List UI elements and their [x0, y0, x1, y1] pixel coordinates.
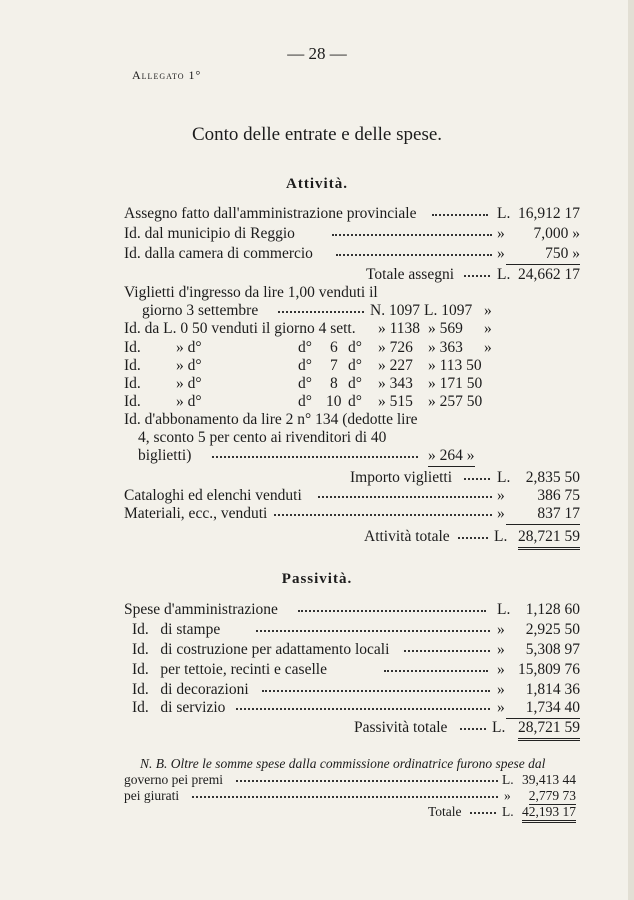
passivita-row-amministrazione	[0, 601, 634, 620]
nota-totale-row	[0, 804, 634, 820]
leader-dots	[404, 650, 490, 652]
row-label: Passività totale	[354, 719, 448, 736]
abbonamento-line1	[0, 411, 634, 430]
attivita-totale-row	[0, 528, 634, 547]
row-label: Importo viglietti	[350, 469, 453, 486]
day: 7	[330, 357, 338, 374]
leader-dots	[336, 254, 492, 256]
row-label: Id. di stampe	[132, 621, 221, 638]
ditto: d°	[348, 393, 362, 410]
nota-giurati-row	[0, 788, 634, 804]
row-label: Totale	[428, 804, 462, 819]
viglietti-row-3-sett	[0, 302, 634, 321]
quantity: » 227	[378, 357, 413, 374]
allegato-label: Allegato 1°	[132, 68, 202, 82]
viglietti-intro-line1	[0, 284, 634, 303]
row-label: 4, sconto 5 per cento ai rivenditori di 40	[138, 429, 387, 446]
amount: 837 17	[506, 505, 580, 525]
leader-dots	[274, 514, 492, 516]
row-label: Id.	[124, 393, 141, 410]
row-label: Id.	[124, 339, 141, 356]
ditto: » d°	[176, 357, 202, 374]
row-label: Id.	[124, 375, 141, 392]
row-label: Id. di costruzione per adattamento locali	[132, 641, 390, 658]
row-label: Id. d'abbonamento da lire 2 n° 134 (dedotte lire	[124, 411, 418, 428]
leader-dots	[262, 690, 490, 692]
passivita-row-decorazioni	[0, 681, 634, 700]
day: 10	[326, 393, 342, 410]
ditto: d°	[348, 339, 362, 356]
abbonamento-line2	[0, 429, 634, 448]
row-label: giorno 3 settembre	[142, 302, 259, 319]
leader-dots	[464, 478, 490, 480]
row-label: Id. di servizio	[132, 699, 226, 716]
attivita-heading: Attività.	[286, 176, 348, 192]
totale-assegni-row	[0, 266, 634, 285]
amount: 2,925 50	[525, 621, 580, 638]
nota-line1	[0, 756, 634, 772]
amount: 28,721 59	[518, 528, 580, 550]
currency: L.	[502, 804, 514, 819]
quantity: » 515	[378, 393, 413, 410]
viglietti-row-4-sett	[0, 320, 634, 339]
ditto-mark: »	[484, 302, 492, 319]
amount: 1,734 40	[506, 699, 580, 719]
amount: 2,835 50	[525, 469, 580, 486]
row-label: Spese d'amministrazione	[124, 601, 278, 618]
ditto: d°	[348, 357, 362, 374]
ditto: d°	[298, 339, 312, 356]
page-number: — 28 —	[287, 44, 347, 63]
quantity: » 1138	[378, 320, 421, 337]
leader-dots	[212, 456, 418, 458]
ditto-mark: »	[484, 339, 492, 356]
leader-dots	[318, 496, 492, 498]
currency: »	[497, 641, 505, 658]
ditto: d°	[298, 375, 312, 392]
currency: »	[497, 681, 505, 698]
amount: 5,308 97	[525, 641, 580, 658]
quantity: » 726	[378, 339, 413, 356]
leader-dots	[236, 708, 490, 710]
amount: 386 75	[537, 487, 580, 504]
row-label: Materiali, ecc., venduti	[124, 505, 268, 522]
leader-dots	[460, 728, 486, 730]
amount: 2,779 73	[528, 788, 576, 803]
assegno-row-provinciale	[0, 205, 634, 224]
importo-viglietti-row	[0, 469, 634, 488]
amount: 16,912 17	[518, 205, 580, 222]
passivita-row-tettoie	[0, 661, 634, 680]
leader-dots	[332, 234, 492, 236]
currency: L.	[494, 528, 508, 545]
ditto: » d°	[176, 375, 202, 392]
abbonamento-line3	[0, 447, 634, 466]
leader-dots	[384, 670, 488, 672]
materiali-row	[0, 505, 634, 524]
amount: 7,000 »	[533, 225, 580, 242]
amount: 24,662 17	[518, 266, 580, 283]
cataloghi-row	[0, 487, 634, 506]
row-label: Id. di decorazioni	[132, 681, 249, 698]
currency: »	[497, 225, 505, 242]
row-label: pei giurati	[124, 788, 180, 803]
leader-dots	[236, 780, 498, 782]
ditto-mark: »	[484, 320, 492, 337]
passivita-row-servizio	[0, 699, 634, 718]
currency: »	[497, 661, 505, 678]
assegno-row-municipio	[0, 225, 634, 244]
row-label: Id. dalla camera di commercio	[124, 245, 313, 262]
leader-dots	[458, 537, 488, 539]
value: » 363	[428, 339, 463, 356]
ditto: d°	[348, 375, 362, 392]
currency: L.	[497, 601, 511, 618]
amount: 15,809 76	[518, 661, 580, 678]
row-label: biglietti)	[138, 447, 192, 464]
day: 6	[330, 339, 338, 356]
leader-dots	[256, 630, 490, 632]
ditto: d°	[298, 393, 312, 410]
row-label: governo pei premi	[124, 772, 223, 787]
currency: L.	[497, 469, 511, 486]
amount: 39,413 44	[522, 772, 576, 787]
ditto: » d°	[176, 393, 202, 410]
row-label: Viglietti d'ingresso da lire 1,00 venduti il	[124, 284, 378, 301]
document-title: Conto delle entrate e delle spese.	[191, 124, 443, 145]
currency: »	[497, 505, 505, 522]
value: » 113 50	[428, 357, 482, 374]
row-label: Id. da L. 0 50 venduti il giorno 4 sett.	[124, 320, 356, 337]
row-label: Attività totale	[364, 528, 450, 545]
row-label: Id. dal municipio di Reggio	[124, 225, 295, 242]
viglietti-row-10-sett	[0, 393, 634, 412]
passivita-row-stampe	[0, 621, 634, 640]
amount: 28,721 59	[518, 719, 580, 741]
row-label: Cataloghi ed elenchi venduti	[124, 487, 302, 504]
row-label: Totale assegni	[366, 266, 455, 283]
quantity: » 343	[378, 375, 413, 392]
quantity: N. 1097	[370, 302, 420, 319]
currency: »	[497, 245, 505, 262]
leader-dots	[192, 796, 498, 798]
value: » 257 50	[428, 393, 483, 410]
viglietti-row-8-sett	[0, 375, 634, 394]
currency: »	[504, 788, 511, 803]
currency: L.	[497, 266, 511, 283]
passivita-row-costruzione	[0, 641, 634, 660]
row-label: Id.	[124, 357, 141, 374]
leader-dots	[464, 275, 490, 277]
passivita-heading: Passività.	[281, 571, 353, 587]
currency: L.	[497, 205, 511, 222]
amount: 750 »	[506, 245, 580, 265]
currency: »	[497, 699, 505, 716]
value: » 264 »	[428, 447, 475, 467]
amount: 42,193 17	[522, 804, 576, 823]
amount: 1,814 36	[525, 681, 580, 698]
row-label: Id. per tettoie, recinti e caselle	[132, 661, 327, 678]
value: » 171 50	[428, 375, 483, 392]
currency: »	[497, 621, 505, 638]
leader-dots	[298, 610, 486, 612]
day: 8	[330, 375, 338, 392]
leader-dots	[278, 311, 364, 313]
nota-governo-row	[0, 772, 634, 788]
amount: 1,128 60	[525, 601, 580, 618]
viglietti-row-6-sett	[0, 339, 634, 358]
ditto: » d°	[176, 339, 202, 356]
currency: »	[497, 487, 505, 504]
leader-dots	[470, 812, 496, 814]
page-edge	[628, 0, 634, 900]
value: » 569	[428, 320, 463, 337]
leader-dots	[432, 214, 488, 216]
passivita-totale-row	[0, 719, 634, 738]
ditto: d°	[298, 357, 312, 374]
value: L. 1097	[424, 302, 473, 319]
nota-text: N. B. Oltre le somme spese dalla commissione ordinatrice furono spese dal	[140, 756, 546, 771]
viglietti-row-7-sett	[0, 357, 634, 376]
assegno-row-camera	[0, 245, 634, 264]
currency: L.	[502, 772, 514, 787]
row-label: Assegno fatto dall'amministrazione provinciale	[124, 205, 417, 222]
currency: L.	[492, 719, 506, 736]
